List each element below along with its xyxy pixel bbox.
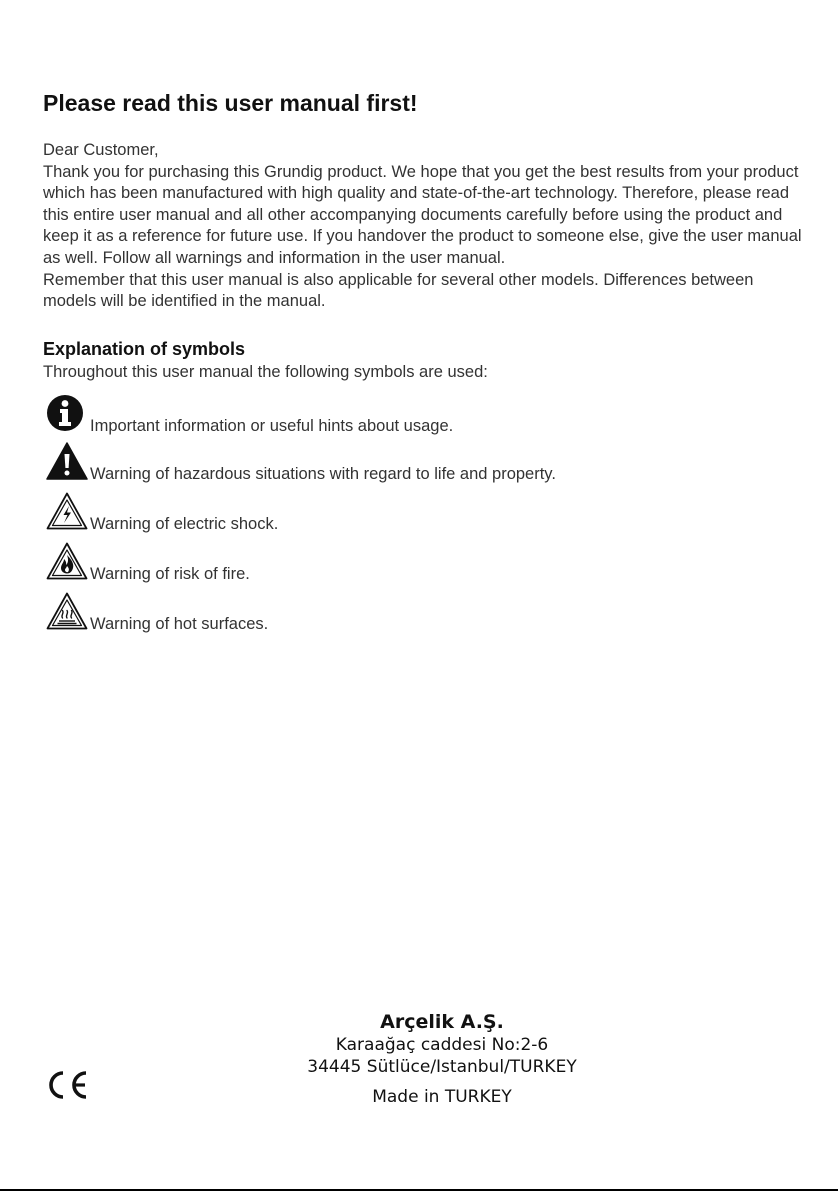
symbol-row-electric bbox=[43, 484, 743, 533]
models-paragraph: Remember that this user manual is also applicable for several other models. Differences between models will be identified in the manual. bbox=[43, 270, 754, 311]
symbol-label: Important information or useful hints about usage. bbox=[90, 417, 454, 435]
symbol-label: Warning of electric shock. bbox=[90, 515, 279, 533]
symbol-label: Warning of hot surfaces. bbox=[90, 615, 269, 633]
fire-risk-icon bbox=[46, 542, 88, 580]
symbol-label: Warning of hazardous situations with regard to life and property. bbox=[90, 465, 556, 483]
greeting: Dear Customer, bbox=[43, 141, 159, 159]
symbol-row-hot-surface bbox=[43, 584, 743, 633]
section-heading: Explanation of symbols bbox=[43, 339, 246, 359]
symbol-row-info bbox=[43, 386, 743, 435]
info-icon bbox=[46, 394, 84, 432]
intro-text bbox=[43, 140, 803, 313]
hot-surface-icon bbox=[46, 592, 88, 630]
ce-mark-icon bbox=[44, 1070, 92, 1100]
address-line-2: 34445 Sütlüce/Istanbul/TURKEY bbox=[307, 1057, 577, 1077]
symbol-row-fire bbox=[43, 534, 743, 583]
page-title: Please read this user manual first! bbox=[43, 90, 418, 116]
section-lead: Throughout this user manual the following symbols are used: bbox=[43, 363, 488, 381]
symbol-row-hazard bbox=[43, 434, 743, 483]
address-line-1: Karaağaç caddesi No:2-6 bbox=[335, 1035, 549, 1055]
made-in: Made in TURKEY bbox=[372, 1087, 512, 1107]
hazard-warning-icon bbox=[46, 442, 88, 480]
manufacturer-address bbox=[300, 1010, 584, 1108]
company-name: Arçelik A.Ş. bbox=[380, 1011, 504, 1033]
electric-shock-icon bbox=[46, 492, 88, 530]
symbol-label: Warning of risk of fire. bbox=[90, 565, 250, 583]
intro-paragraph: Thank you for purchasing this Grundig product. We hope that you get the best results from your product which has been manufactured with high quality and state-of-the-art technology. Therefore, please read this entire user manual and all other accompanying documents carefully before using the product and keep it as a reference for future use. If you handover the product to someone else, give the user manual as well. Follow all warnings and information in the user manual. bbox=[43, 162, 802, 267]
